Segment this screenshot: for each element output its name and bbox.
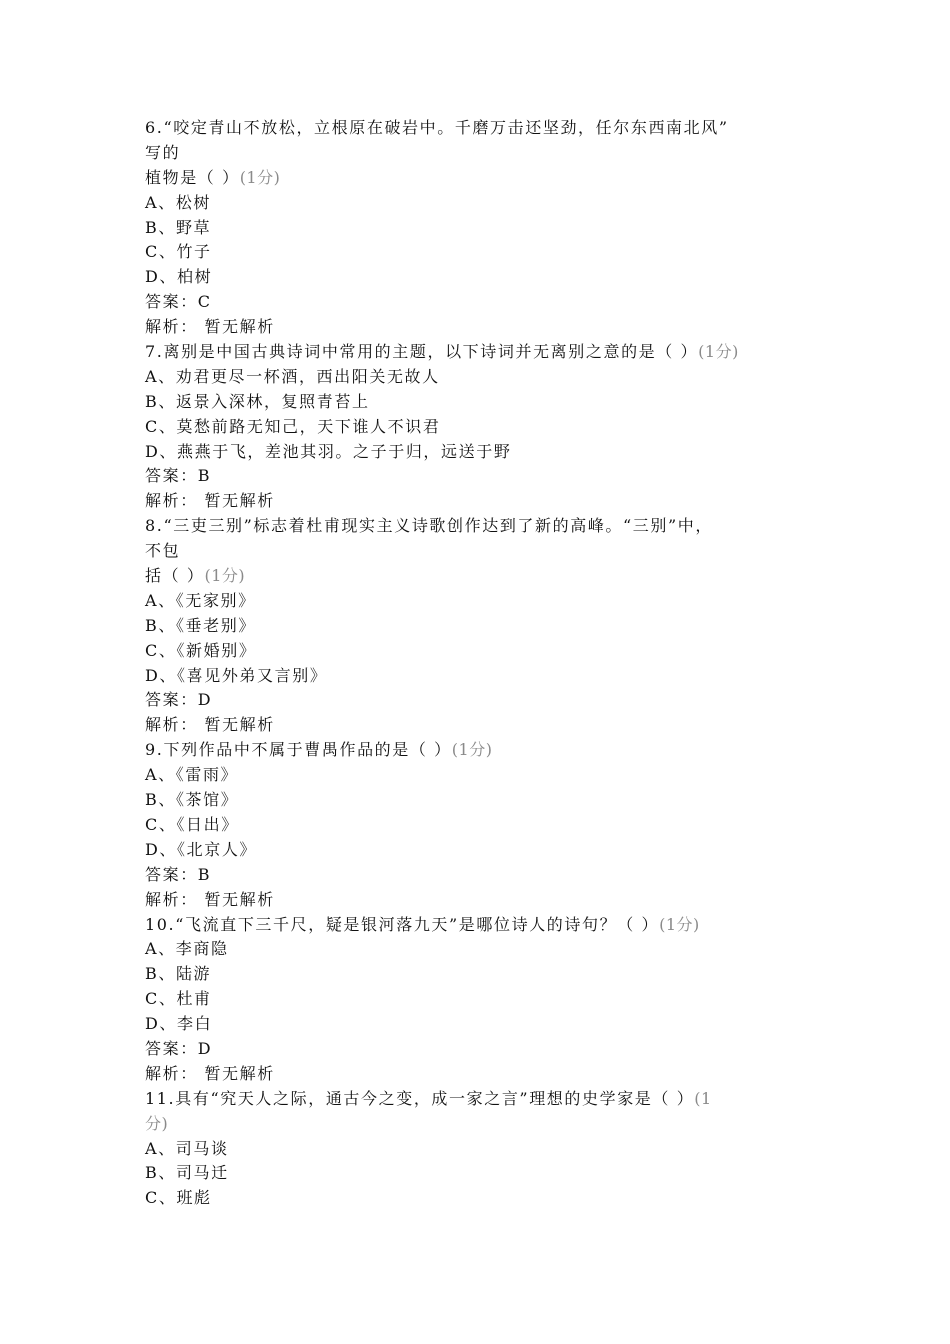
option-a: A、劝君更尽一杯酒，西出阳关无故人 (145, 366, 440, 386)
analysis: 解析： 暂无解析 (145, 317, 275, 337)
question-10 (145, 913, 805, 1087)
question-stem: 8.“三吏三别”标志着杜甫现实主义诗歌创作达到了新的高峰。“三别”中， (145, 516, 713, 536)
option-b: B、返景入深林，复照青苔上 (145, 391, 370, 411)
option-d: D、燕燕于飞，差池其羽。之子于归，远送于野 (145, 441, 512, 461)
question-score-continued: 分) (145, 1113, 169, 1133)
question-stem-continued: 不包 (145, 541, 181, 561)
analysis: 解析： 暂无解析 (145, 889, 275, 909)
answer: 答案：B (145, 466, 212, 486)
question-stem: 9.下列作品中不属于曹禺作品的是（ ）(1分) (145, 740, 493, 760)
option-a: A、《雷雨》 (145, 765, 239, 785)
question-score: (1分) (239, 167, 281, 187)
question-stem-continued: 植物是（ ）(1分) (145, 167, 281, 187)
question-8 (145, 514, 805, 738)
question-number: 6. (145, 118, 164, 137)
analysis: 解析： 暂无解析 (145, 1063, 275, 1083)
question-stem: 10.“飞流直下三千尺，疑是银河落九天”是哪位诗人的诗句？（ ）(1分) (145, 914, 700, 934)
option-a: A、李商隐 (145, 939, 229, 959)
question-score: (1分) (451, 740, 493, 760)
answer: 答案：D (145, 1038, 213, 1058)
option-c: C、《日出》 (145, 814, 239, 834)
question-6 (145, 116, 805, 340)
option-c: C、莫愁前路无知己，天下谁人不识君 (145, 416, 441, 436)
analysis: 解析： 暂无解析 (145, 491, 275, 511)
option-a: A、司马谈 (145, 1138, 229, 1158)
option-b: B、《茶馆》 (145, 790, 239, 810)
question-stem: 6.“咬定青山不放松，立根原在破岩中。千磨万击还坚劲，任尔东西南北风” (145, 118, 729, 137)
answer: 答案：B (145, 864, 212, 884)
option-d: D、李白 (145, 1014, 213, 1034)
option-a: A、松树 (145, 192, 211, 212)
option-d: D、《北京人》 (145, 839, 258, 859)
option-c: C、杜甫 (145, 989, 212, 1009)
option-b: B、陆游 (145, 964, 212, 984)
exam-page (145, 116, 805, 1211)
option-d: D、柏树 (145, 267, 213, 287)
question-stem-continued: 写的 (145, 142, 181, 162)
question-score: (1分) (659, 914, 700, 934)
question-7 (145, 340, 805, 514)
question-score: (1 (694, 1088, 712, 1108)
analysis: 解析： 暂无解析 (145, 715, 275, 735)
option-a: A、《无家别》 (145, 590, 256, 610)
question-stem: 11.具有“究天人之际，通古今之变，成一家之言”理想的史学家是（ ）(1 (145, 1088, 712, 1108)
question-number: 7. (145, 342, 164, 362)
question-number: 11. (145, 1088, 176, 1108)
question-score: (1分) (204, 566, 246, 586)
option-c: C、班彪 (145, 1188, 212, 1208)
option-b: B、《垂老别》 (145, 615, 256, 635)
question-score: (1分) (698, 342, 739, 362)
option-c: C、竹子 (145, 242, 212, 262)
option-b: B、野草 (145, 217, 212, 237)
question-number: 9. (145, 740, 164, 760)
question-9 (145, 738, 805, 912)
answer: 答案：C (145, 292, 212, 312)
answer: 答案：D (145, 690, 213, 710)
question-11 (145, 1087, 805, 1211)
option-d: D、《喜见外弟又言别》 (145, 665, 328, 685)
question-number: 8. (145, 516, 164, 536)
option-b: B、司马迁 (145, 1163, 229, 1183)
question-stem: 7.离别是中国古典诗词中常用的主题，以下诗词并无离别之意的是（ ）(1分) (145, 342, 739, 362)
option-c: C、《新婚别》 (145, 640, 257, 660)
question-stem-continued: 括（ ）(1分) (145, 566, 246, 586)
question-number: 10. (145, 914, 176, 934)
